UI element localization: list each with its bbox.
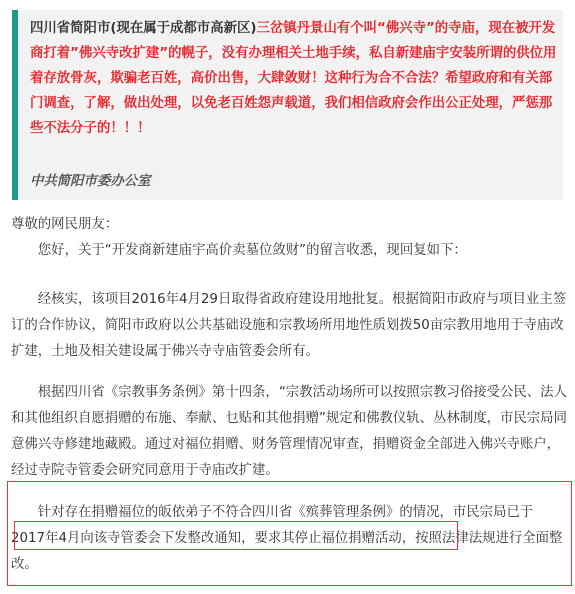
message-lead: 四川省简阳市(现在属于成都市高新区) [30,21,257,36]
reply-paragraph-2: 根据四川省《宗教事务条例》第十四条，“宗教活动场所可以按照宗教习俗接受公民、法人和其他组织自愿捐赠的布施、奉献、乜贴和其他捐赠”规定和佛教仪轨、丛林制度，市民宗局同意佛兴寺修建地藏殿。通过对福位捐赠、财务管理情况审查，捐赠资金全部进入佛兴寺账户，经过寺院寺管委会研究同意用于寺庙改扩建。 [11,385,567,478]
highlight-box-date-sentence [14,521,458,550]
reply-paragraph-3: 针对存在捐赠福位的皈依弟子不符合四川省《殡葬管理条例》的情况，市民宗局已于2017年4月向该寺管委会下发整改通知，要求其停止福位捐赠活动，按照法律法规进行全面整改。 [11,505,563,572]
reply-greeting: 尊敬的网民朋友： [11,217,119,232]
message-text [30,16,560,141]
reply-intro: 您好，关于“开发商新建庙宇高价卖墓位敛财”的留言收悉，现回复如下： [37,243,467,258]
message-box [12,10,563,200]
reply-paragraph-1: 经核实，该项目2016年4月29日取得省政府建设用地批复。根据简阳市政府与项目业主签订的合作协议，简阳市政府以公共基础设施和宗教场所用地性质划拨50亩宗教用地用于寺庙改扩建，土地及相关建设属于佛兴寺寺庙管委会所有。 [11,292,567,359]
message-body: 三岔镇丹景山有个叫“佛兴寺”的寺庙，现在被开发商打着”佛兴寺改扩建”的幌子，没有办理相关土地手续，私自新建庙宇安装所谓的供位用着存放骨灰，欺骗老百姓，高价出售，大肆敛财！这种行为合不合法？希望政府和有关部门调查，了解，做出处理，以免老百姓怨声载道，我们相信政府会作出公正处理，严惩那些不法分子的！！！ [30,21,557,136]
reply-organization: 中共简阳市委办公室 [30,174,151,189]
